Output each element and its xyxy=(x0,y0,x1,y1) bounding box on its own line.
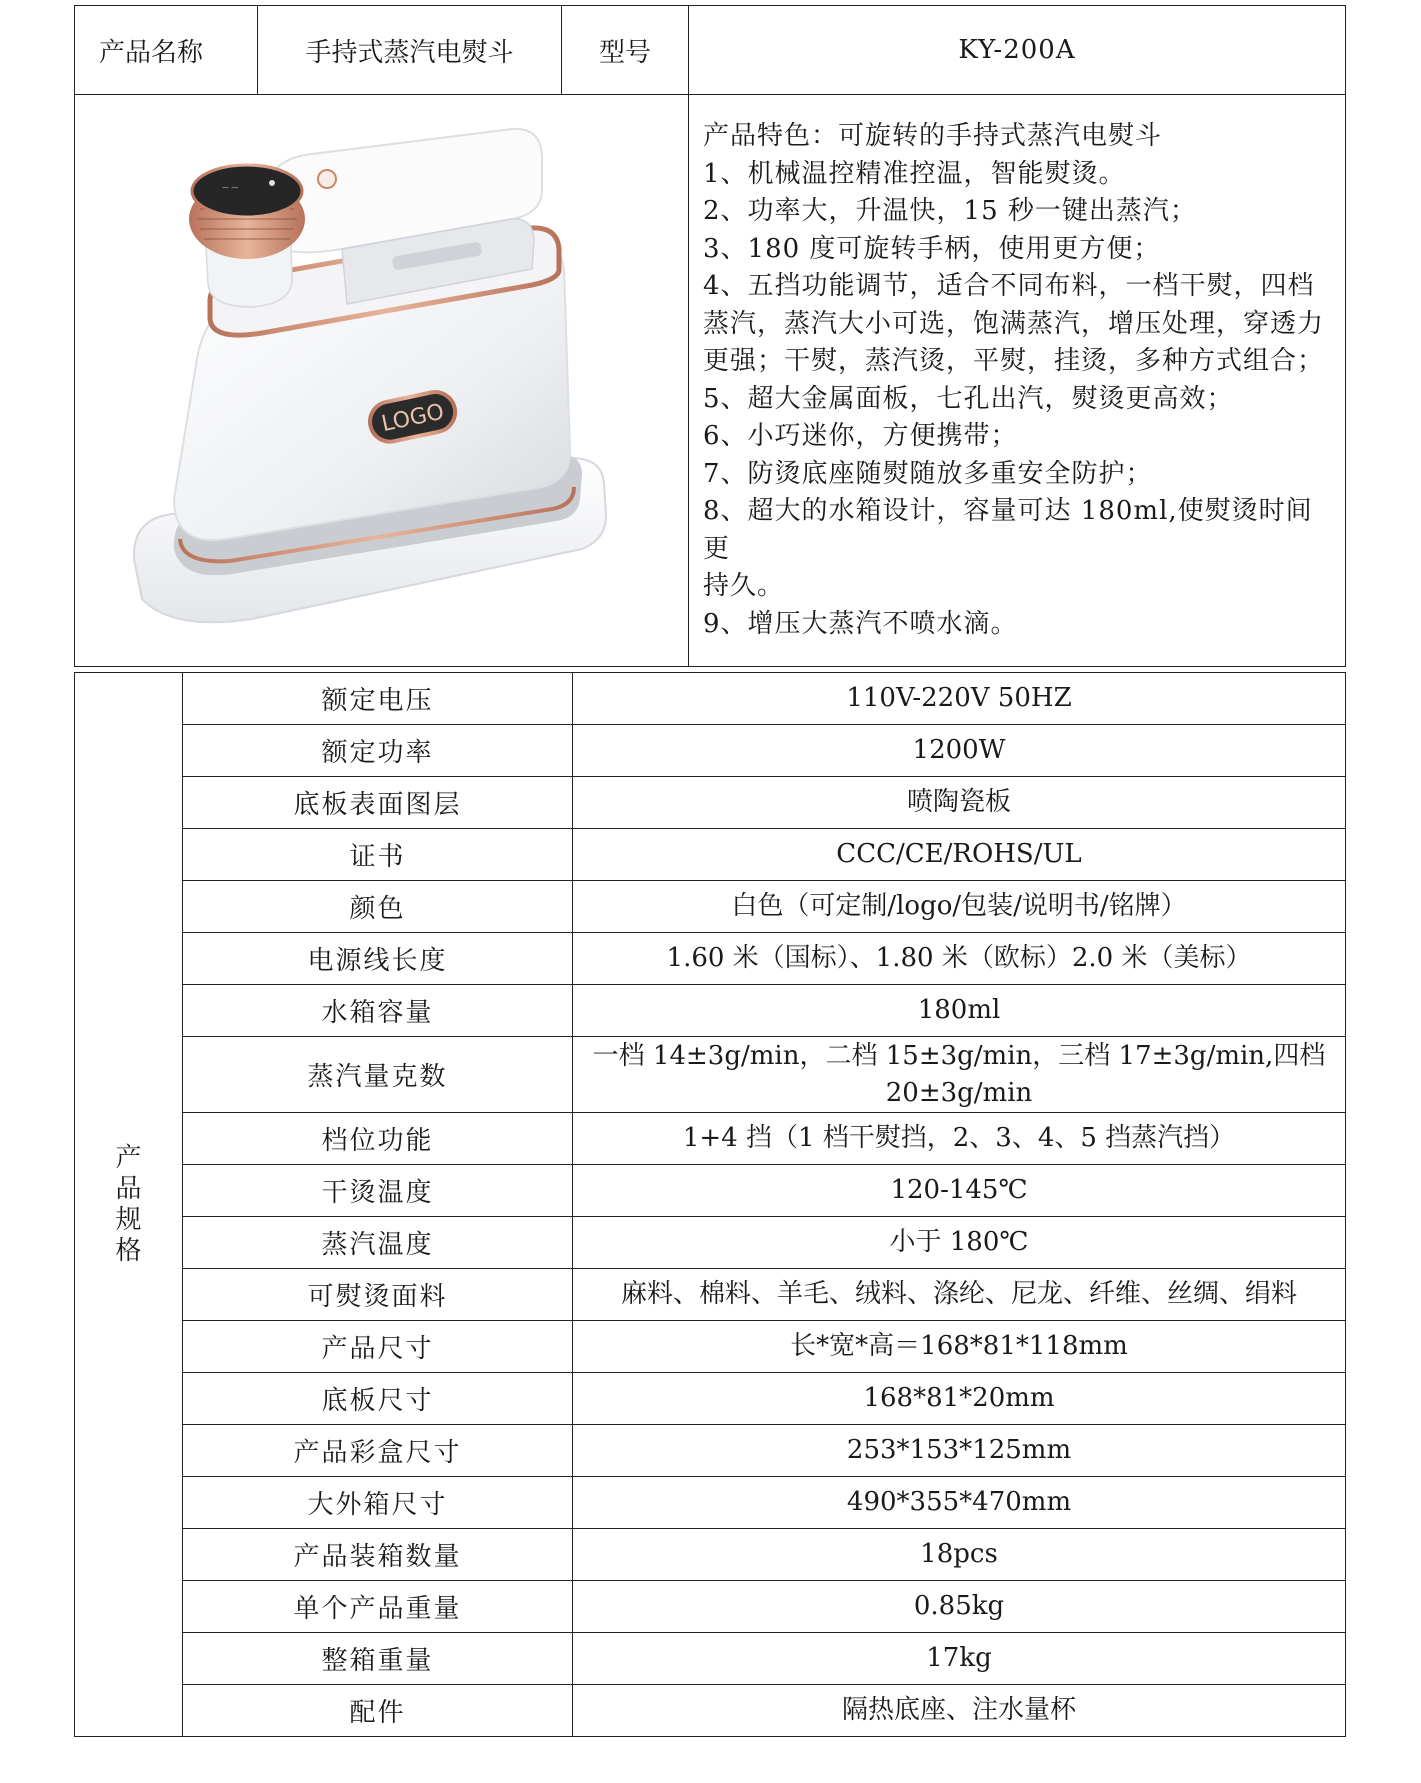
feature-line: 4、五挡功能调节，适合不同布料，一档干熨，四档 xyxy=(703,271,1315,301)
features-cell xyxy=(689,95,1346,667)
spec-name: 产品尺寸 xyxy=(183,1321,573,1373)
spec-value: 17kg xyxy=(573,1633,1346,1685)
spec-name: 产品装箱数量 xyxy=(183,1529,573,1581)
spec-name: 电源线长度 xyxy=(183,933,573,985)
feature-line: 8、超大的水箱设计，容量可达 180ml,使熨烫时间更 xyxy=(703,496,1313,564)
steam-iron-photo xyxy=(112,119,652,639)
spec-name: 单个产品重量 xyxy=(183,1581,573,1633)
spec-row xyxy=(75,1217,1346,1269)
feature-line: 3、180 度可旋转手柄，使用更方便； xyxy=(703,233,1161,264)
product-image-cell xyxy=(75,95,689,667)
spec-name: 证书 xyxy=(183,829,573,881)
model-label: 型号 xyxy=(562,6,689,95)
spec-side-label-cell xyxy=(75,673,183,1737)
spec-row xyxy=(75,985,1346,1037)
spec-row xyxy=(75,1321,1346,1373)
spec-value: 1+4 挡（1 档干熨挡，2、3、4、5 挡蒸汽挡） xyxy=(573,1113,1346,1165)
spec-side-label: 产品规格 xyxy=(115,1142,142,1266)
logo-text: LOGO xyxy=(378,399,446,437)
spec-value: CCC/CE/ROHS/UL xyxy=(573,829,1346,881)
spec-table xyxy=(74,672,1346,1737)
spec-value: 长*宽*高＝168*81*118mm xyxy=(573,1321,1346,1373)
feature-line: 产品特色：可旋转的手持式蒸汽电熨斗 xyxy=(703,121,1163,151)
spec-row xyxy=(75,673,1346,725)
spec-value: 1.60 米（国标）、1.80 米（欧标）2.0 米（美标） xyxy=(573,933,1346,985)
spec-row xyxy=(75,1269,1346,1321)
spec-row xyxy=(75,829,1346,881)
spec-value: 小于 180℃ xyxy=(573,1217,1346,1269)
spec-name: 底板表面图层 xyxy=(183,777,573,829)
spec-row xyxy=(75,1373,1346,1425)
spec-row xyxy=(75,933,1346,985)
spec-value: 110V-220V 50HZ xyxy=(573,673,1346,725)
feature-line: 6、小巧迷你，方便携带； xyxy=(703,421,1018,451)
spec-name: 额定电压 xyxy=(183,673,573,725)
spec-value: 168*81*20mm xyxy=(573,1373,1346,1425)
spec-value: 253*153*125mm xyxy=(573,1425,1346,1477)
spec-value: 麻料、棉料、羊毛、绒料、涤纶、尼龙、纤维、丝绸、绢料 xyxy=(573,1269,1346,1321)
spec-name: 档位功能 xyxy=(183,1113,573,1165)
spec-name: 底板尺寸 xyxy=(183,1373,573,1425)
spec-value: 18pcs xyxy=(573,1529,1346,1581)
spec-value: 白色（可定制/logo/包装/说明书/铭牌） xyxy=(573,881,1346,933)
spec-row xyxy=(75,881,1346,933)
spec-name: 蒸汽温度 xyxy=(183,1217,573,1269)
spec-value: 0.85kg xyxy=(573,1581,1346,1633)
spec-row xyxy=(75,1113,1346,1165)
product-body-row xyxy=(75,95,1346,667)
feature-line: 7、防烫底座随熨随放多重安全防护； xyxy=(703,458,1153,489)
spec-name: 大外箱尺寸 xyxy=(183,1477,573,1529)
spec-name: 产品彩盒尺寸 xyxy=(183,1425,573,1477)
spec-row xyxy=(75,1633,1346,1685)
feature-line: 9、增压大蒸汽不喷水滴。 xyxy=(703,608,1018,639)
spec-value: 1200W xyxy=(573,725,1346,777)
dial-face xyxy=(192,165,302,217)
spec-row xyxy=(75,1477,1346,1529)
spec-name: 蒸汽量克数 xyxy=(183,1037,573,1113)
feature-line: 蒸汽，蒸汽大小可选，饱满蒸汽，增压处理，穿透力 xyxy=(703,308,1325,339)
spec-row xyxy=(75,1037,1346,1113)
spec-row xyxy=(75,1165,1346,1217)
svg-text:— —: — — xyxy=(221,182,238,191)
spec-name: 配件 xyxy=(183,1685,573,1737)
product-header-table xyxy=(74,5,1346,667)
spec-value: 490*355*470mm xyxy=(573,1477,1346,1529)
spec-value: 120-145℃ xyxy=(573,1165,1346,1217)
feature-line: 2、功率大，升温快，15 秒一键出蒸汽； xyxy=(703,196,1197,226)
spec-value: 180ml xyxy=(573,985,1346,1037)
spec-name: 干烫温度 xyxy=(183,1165,573,1217)
feature-line: 5、超大金属面板，七孔出汽，熨烫更高效； xyxy=(703,383,1234,414)
model-value: KY-200A xyxy=(689,6,1346,95)
spec-row xyxy=(75,777,1346,829)
product-name-label: 产品名称 xyxy=(75,6,258,95)
spec-value: 喷陶瓷板 xyxy=(573,777,1346,829)
spec-value: 一档 14±3g/min，二档 15±3g/min，三档 17±3g/min,四档 20±3g/min xyxy=(573,1037,1346,1113)
spec-name: 颜色 xyxy=(183,881,573,933)
spec-row xyxy=(75,1529,1346,1581)
spec-row xyxy=(75,1685,1346,1737)
header-row xyxy=(75,6,1346,95)
spec-name: 额定功率 xyxy=(183,725,573,777)
feature-line: 持久。 xyxy=(703,571,785,601)
spec-name: 整箱重量 xyxy=(183,1633,573,1685)
spec-row xyxy=(75,1425,1346,1477)
spec-name: 可熨烫面料 xyxy=(183,1269,573,1321)
spec-value: 隔热底座、注水量杯 xyxy=(573,1685,1346,1737)
product-name-value: 手持式蒸汽电熨斗 xyxy=(258,6,562,95)
spec-row xyxy=(75,1581,1346,1633)
feature-line: 更强；干熨，蒸汽烫，平熨，挂烫，多种方式组合； xyxy=(703,346,1325,376)
spec-name: 水箱容量 xyxy=(183,985,573,1037)
steam-button xyxy=(318,170,336,188)
spec-row xyxy=(75,725,1346,777)
feature-line: 1、机械温控精准控温，智能熨烫。 xyxy=(703,158,1126,189)
